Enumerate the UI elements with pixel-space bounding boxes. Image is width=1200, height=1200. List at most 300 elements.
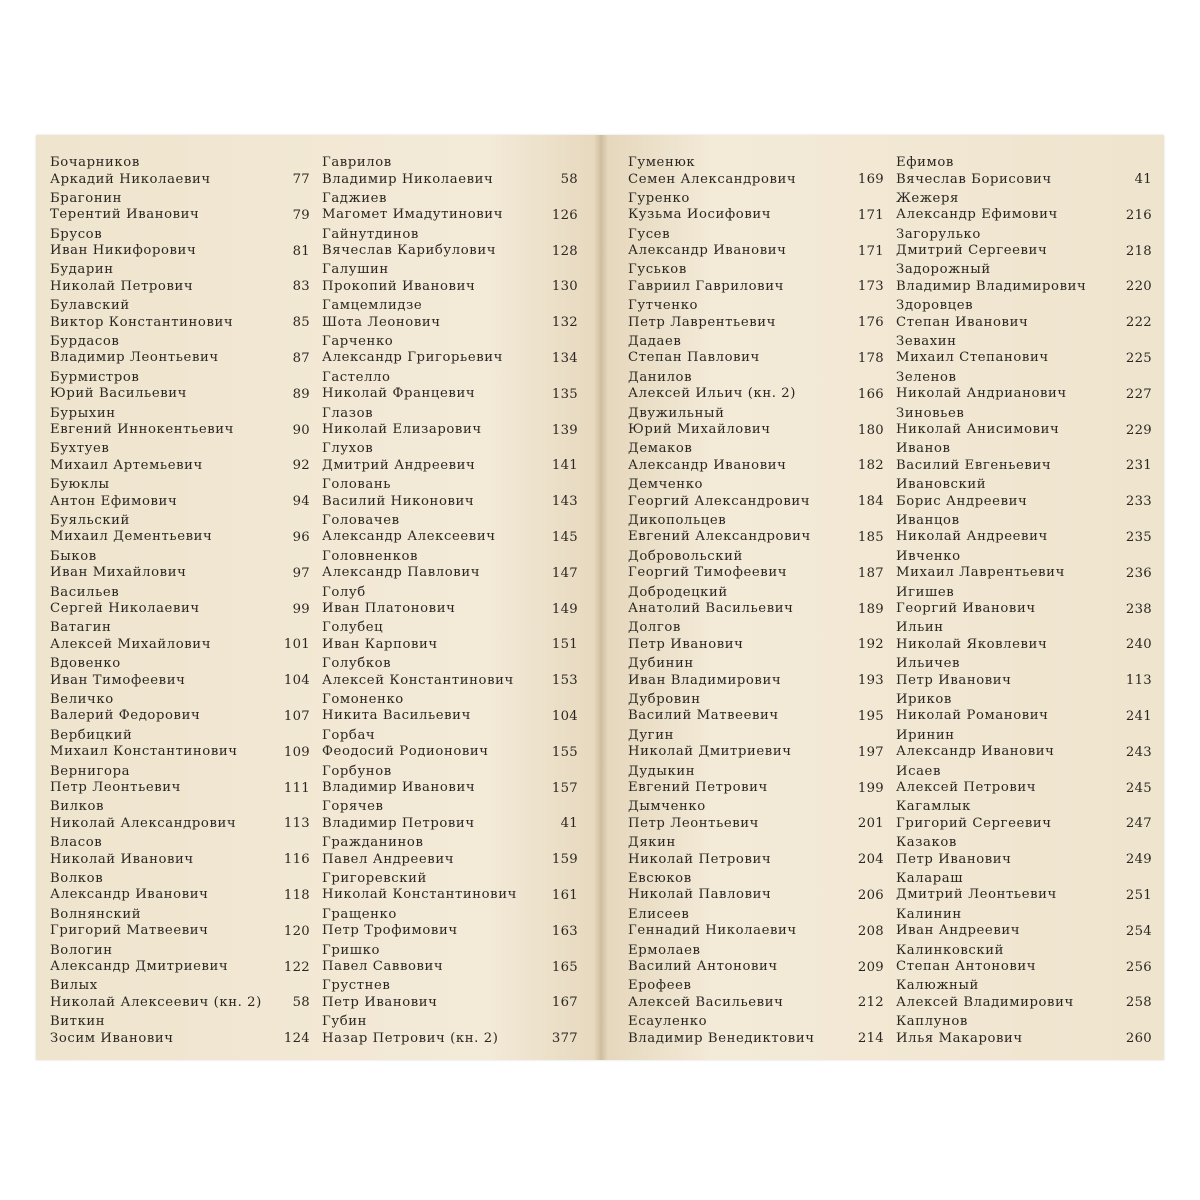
entry-surname: Дудыкин [628,763,696,779]
entry-given-names: Михаил Дементьевич [50,529,213,545]
entry-surname: Брагонин [50,190,123,206]
index-entry [50,155,310,191]
entry-page-number: 87 [292,350,310,366]
index-entry [896,441,1152,477]
index-entry [322,334,578,370]
entry-given-names: Григорий Матвеевич [50,923,209,939]
entry-page-number: 81 [292,243,310,259]
entry-surname: Ильин [896,620,944,636]
entry-given-names: Николай Павлович [628,887,772,903]
entry-given-names: Зосим Иванович [50,1030,174,1046]
index-entry [322,227,578,263]
entry-surname: Ермолаев [628,942,701,958]
index-entry [50,585,310,621]
index-entry [50,799,310,835]
entry-given-names: Петр Трофимович [322,923,458,939]
entry-page-number: 85 [292,315,310,331]
index-entry [50,549,310,585]
index-entry [628,692,884,728]
entry-page-number: 141 [551,458,578,474]
entry-surname: Гражданинов [322,835,424,851]
entry-surname: Губин [322,1014,368,1030]
index-entry [896,155,1152,191]
entry-surname: Гайнутдинов [322,226,419,242]
entry-page-number: 130 [551,279,578,295]
entry-page-number: 107 [283,708,310,724]
index-entry [628,728,884,764]
entry-given-names: Петр Леонтьевич [50,780,181,796]
entry-given-names: Александр Иванович [50,887,209,903]
entry-surname: Виткин [50,1014,106,1030]
index-entry [628,978,884,1014]
entry-given-names: Алексей Михайлович [50,636,212,652]
entry-surname: Есауленко [628,1014,708,1030]
entry-given-names: Борис Андреевич [896,493,1028,509]
index-entry [628,1014,884,1050]
index-entry [896,477,1152,513]
entry-surname: Дубинин [628,656,694,672]
entry-page-number: 153 [551,673,578,689]
entry-page-number: 193 [857,673,884,689]
entry-given-names: Прокопий Иванович [322,278,476,294]
entry-given-names: Александр Григорьевич [322,350,503,366]
entry-given-names: Александр Дмитриевич [50,959,229,975]
entry-given-names: Николай Яковлевич [896,636,1048,652]
entry-surname: Головачев [322,512,400,528]
index-entry [322,441,578,477]
entry-given-names: Александр Иванович [628,457,787,473]
index-entry [50,370,310,406]
entry-page-number: 94 [292,494,310,510]
entry-page-number: 377 [551,1031,578,1047]
entry-page-number: 187 [857,565,884,581]
entry-surname: Игишев [896,584,955,600]
entry-surname: Задорожный [896,262,991,278]
entry-page-number: 227 [1125,386,1152,402]
entry-surname: Гутченко [628,298,699,314]
entry-given-names: Феодосий Родионович [322,744,489,760]
index-entry [322,799,578,835]
entry-given-names: Михаил Лаврентьевич [896,565,1065,581]
entry-surname: Гусев [628,226,671,242]
entry-surname: Кагамлык [896,799,972,815]
entry-page-number: 159 [551,852,578,868]
index-column-2 [322,155,578,1050]
entry-surname: Ириков [896,691,952,707]
entry-given-names: Степан Павлович [628,350,760,366]
index-entry [628,227,884,263]
entry-surname: Добровольский [628,548,743,564]
entry-page-number: 192 [857,637,884,653]
entry-page-number: 184 [857,494,884,510]
entry-given-names: Иван Карпович [322,636,438,652]
entry-surname: Гаджиев [322,190,388,206]
index-entry [322,978,578,1014]
index-entry [896,764,1152,800]
entry-page-number: 238 [1125,601,1152,617]
entry-page-number: 260 [1125,1031,1152,1047]
entry-given-names: Виктор Константинович [50,314,234,330]
entry-given-names: Петр Иванович [896,672,1012,688]
entry-surname: Дякин [628,835,676,851]
entry-page-number: 251 [1125,887,1152,903]
entry-given-names: Юрий Михайлович [628,422,771,438]
index-entry [50,441,310,477]
entry-page-number: 96 [292,529,310,545]
entry-page-number: 113 [283,816,310,832]
entry-given-names: Николай Константинович [322,887,517,903]
entry-given-names: Иван Платонович [322,601,456,617]
entry-given-names: Владимир Николаевич [322,171,494,187]
entry-surname: Калинин [896,906,962,922]
entry-surname: Исаев [896,763,941,779]
entry-given-names: Евгений Петрович [628,780,768,796]
index-entry [50,334,310,370]
book-spread [36,135,1164,1060]
entry-page-number: 189 [857,601,884,617]
entry-surname: Власов [50,835,103,851]
entry-page-number: 231 [1125,458,1152,474]
entry-given-names: Дмитрий Андреевич [322,457,476,473]
entry-page-number: 254 [1125,923,1152,939]
entry-page-number: 247 [1125,816,1152,832]
entry-page-number: 116 [283,852,310,868]
index-entry [322,262,578,298]
entry-page-number: 220 [1125,279,1152,295]
entry-surname: Калараш [896,870,964,886]
entry-page-number: 212 [857,995,884,1011]
entry-page-number: 139 [551,422,578,438]
entry-page-number: 165 [551,959,578,975]
entry-surname: Вербицкий [50,727,133,743]
entry-given-names: Антон Ефимович [50,493,178,509]
index-entry [322,298,578,334]
entry-given-names: Вячеслав Борисович [896,171,1052,187]
entry-page-number: 161 [551,887,578,903]
index-entry [628,835,884,871]
entry-given-names: Григорий Сергеевич [896,815,1052,831]
entry-surname: Гамцемлидзе [322,298,423,314]
entry-surname: Жежеря [896,190,959,206]
entry-given-names: Алексей Владимирович [896,994,1074,1010]
entry-surname: Голубков [322,656,392,672]
entry-surname: Галушин [322,262,389,278]
index-entry [628,585,884,621]
entry-page-number: 216 [1125,207,1152,223]
index-entry [50,978,310,1014]
index-entry [322,835,578,871]
entry-given-names: Аркадий Николаевич [50,171,211,187]
entry-given-names: Павел Андреевич [322,851,455,867]
index-entry [628,513,884,549]
entry-page-number: 167 [551,995,578,1011]
index-column-4 [896,155,1152,1050]
entry-page-number: 245 [1125,780,1152,796]
index-entry [322,406,578,442]
index-entry [322,728,578,764]
entry-page-number: 151 [551,637,578,653]
entry-given-names: Петр Лаврентьевич [628,314,776,330]
index-entry [896,656,1152,692]
entry-given-names: Анатолий Васильевич [628,601,794,617]
entry-page-number: 104 [551,708,578,724]
entry-given-names: Николай Елизарович [322,422,482,438]
entry-surname: Горбунов [322,763,392,779]
entry-surname: Вологин [50,942,113,958]
entry-surname: Головненков [322,548,419,564]
entry-surname: Буяльский [50,512,130,528]
entry-surname: Бударин [50,262,114,278]
index-entry [896,835,1152,871]
entry-surname: Гуськов [628,262,687,278]
entry-page-number: 163 [551,923,578,939]
entry-page-number: 185 [857,529,884,545]
entry-page-number: 225 [1125,350,1152,366]
index-entry [628,370,884,406]
entry-surname: Гуренко [628,190,690,206]
entry-given-names: Юрий Васильевич [50,386,187,402]
entry-given-names: Петр Иванович [896,851,1012,867]
entry-surname: Дымченко [628,799,706,815]
entry-given-names: Алексей Ильич (кн. 2) [628,386,797,402]
entry-given-names: Дмитрий Сергеевич [896,243,1048,259]
index-entry [628,549,884,585]
entry-surname: Ильичев [896,656,960,672]
entry-surname: Брусов [50,226,103,242]
entry-given-names: Алексей Васильевич [628,994,784,1010]
entry-surname: Волнянский [50,906,142,922]
index-entry [896,799,1152,835]
entry-page-number: 155 [551,744,578,760]
entry-given-names: Иван Никифорович [50,243,197,259]
entry-page-number: 171 [857,243,884,259]
entry-page-number: 214 [857,1031,884,1047]
index-entry [628,477,884,513]
entry-given-names: Николай Петрович [628,851,772,867]
entry-page-number: 173 [857,279,884,295]
entry-page-number: 209 [857,959,884,975]
entry-page-number: 218 [1125,243,1152,259]
entry-given-names: Василий Матвеевич [628,708,779,724]
index-entry [896,1014,1152,1050]
entry-surname: Горбач [322,727,376,743]
entry-page-number: 201 [857,816,884,832]
index-entry [628,943,884,979]
entry-surname: Зеленов [896,369,957,385]
index-entry [322,549,578,585]
index-entry [896,298,1152,334]
entry-surname: Зевахин [896,333,957,349]
entry-page-number: 128 [551,243,578,259]
index-entry [322,513,578,549]
entry-given-names: Николай Дмитриевич [628,744,792,760]
entry-surname: Васильев [50,584,120,600]
entry-surname: Ерофеев [628,978,692,994]
entry-given-names: Владимир Иванович [322,780,476,796]
index-entry [628,406,884,442]
entry-surname: Казаков [896,835,957,851]
entry-given-names: Петр Леонтьевич [628,815,759,831]
entry-surname: Бочарников [50,155,140,170]
index-entry [322,871,578,907]
entry-surname: Дадаев [628,333,682,349]
entry-page-number: 97 [292,565,310,581]
entry-page-number: 135 [551,386,578,402]
entry-surname: Евсюков [628,870,692,886]
entry-surname: Горячев [322,799,384,815]
entry-given-names: Вячеслав Карибулович [322,243,497,259]
entry-given-names: Михаил Артемьевич [50,457,203,473]
entry-given-names: Евгений Александрович [628,529,811,545]
index-entry [628,871,884,907]
index-entry [896,943,1152,979]
entry-page-number: 111 [283,780,310,796]
entry-surname: Бурыхин [50,405,116,421]
entry-surname: Гастелло [322,369,391,385]
entry-surname: Вилых [50,978,98,994]
entry-given-names: Сергей Николаевич [50,601,200,617]
entry-page-number: 241 [1125,708,1152,724]
index-entry [896,585,1152,621]
index-entry [50,871,310,907]
entry-given-names: Иван Михайлович [50,565,187,581]
entry-given-names: Георгий Александрович [628,493,811,509]
entry-surname: Каплунов [896,1014,968,1030]
entry-given-names: Петр Иванович [628,636,744,652]
entry-surname: Голубец [322,620,384,636]
entry-page-number: 243 [1125,744,1152,760]
entry-given-names: Иван Владимирович [628,672,782,688]
entry-page-number: 249 [1125,852,1152,868]
entry-page-number: 182 [857,458,884,474]
entry-page-number: 157 [551,780,578,796]
entry-given-names: Александр Ефимович [896,207,1058,223]
entry-given-names: Илья Макарович [896,1030,1023,1046]
index-entry [322,585,578,621]
entry-given-names: Георгий Тимофеевич [628,565,788,581]
entry-given-names: Николай Петрович [50,278,194,294]
entry-given-names: Иван Тимофеевич [50,672,186,688]
index-entry [896,907,1152,943]
index-entry [896,728,1152,764]
index-entry [628,799,884,835]
entry-surname: Калинковский [896,942,1005,958]
entry-surname: Иринин [896,727,955,743]
entry-page-number: 222 [1125,315,1152,331]
index-entry [50,907,310,943]
index-entry [628,155,884,191]
index-entry [896,334,1152,370]
index-entry [50,764,310,800]
index-column-1 [50,155,310,1050]
index-entry [322,191,578,227]
entry-page-number: 233 [1125,494,1152,510]
entry-surname: Данилов [628,369,693,385]
entry-surname: Бурдасов [50,333,120,349]
entry-surname: Буюклы [50,477,110,493]
entry-surname: Дикопольцев [628,512,727,528]
entry-surname: Бурмистров [50,369,140,385]
index-entry [322,764,578,800]
entry-given-names: Михаил Константинович [50,744,238,760]
entry-surname: Зиновьев [896,405,965,421]
entry-given-names: Степан Антонович [896,959,1037,975]
index-entry [896,620,1152,656]
entry-surname: Елисеев [628,906,690,922]
entry-surname: Вдовенко [50,656,121,672]
index-entry [628,334,884,370]
entry-page-number: 113 [1125,673,1152,689]
entry-given-names: Николай Романович [896,708,1049,724]
index-entry [322,1014,578,1050]
index-entry [896,549,1152,585]
entry-page-number: 180 [857,422,884,438]
entry-given-names: Иван Андреевич [896,923,1021,939]
entry-surname: Вернигора [50,763,131,779]
index-entry [50,406,310,442]
index-entry [50,943,310,979]
entry-given-names: Владимир Петрович [322,815,475,831]
entry-page-number: 41 [560,816,578,832]
entry-page-number: 195 [857,708,884,724]
entry-given-names: Александр Алексеевич [322,529,496,545]
entry-page-number: 83 [292,279,310,295]
entry-surname: Гарченко [322,333,394,349]
entry-given-names: Алексей Константинович [322,672,514,688]
entry-given-names: Александр Павлович [322,565,481,581]
entry-surname: Иванов [896,441,951,457]
entry-given-names: Дмитрий Леонтьевич [896,887,1057,903]
index-entry [50,656,310,692]
entry-surname: Булавский [50,298,130,314]
entry-surname: Глухов [322,441,374,457]
entry-surname: Глазов [322,405,374,421]
index-entry [628,191,884,227]
entry-surname: Грустнев [322,978,391,994]
entry-given-names: Николай Александрович [50,815,237,831]
entry-surname: Быков [50,548,97,564]
entry-surname: Вилков [50,799,105,815]
entry-surname: Григоревский [322,870,427,886]
entry-surname: Ефимов [896,155,954,170]
entry-page-number: 122 [283,959,310,975]
entry-surname: Голуб [322,584,366,600]
entry-given-names: Василий Евгеньевич [896,457,1052,473]
entry-given-names: Александр Иванович [896,744,1055,760]
index-entry [322,155,578,191]
index-entry [322,656,578,692]
entry-surname: Долгов [628,620,681,636]
entry-page-number: 199 [857,780,884,796]
index-entry [50,262,310,298]
entry-given-names: Семен Александрович [628,171,797,187]
index-column-3 [628,155,884,1050]
index-entry [896,191,1152,227]
entry-given-names: Владимир Венедиктович [628,1030,815,1046]
entry-page-number: 235 [1125,529,1152,545]
index-entry [628,656,884,692]
index-entry [628,907,884,943]
entry-page-number: 147 [551,565,578,581]
index-entry [322,692,578,728]
entry-page-number: 126 [551,207,578,223]
entry-page-number: 134 [551,350,578,366]
entry-given-names: Владимир Леонтьевич [50,350,219,366]
entry-page-number: 176 [857,315,884,331]
entry-given-names: Николай Иванович [50,851,194,867]
index-entry [50,1014,310,1050]
entry-given-names: Василий Никонович [322,493,475,509]
